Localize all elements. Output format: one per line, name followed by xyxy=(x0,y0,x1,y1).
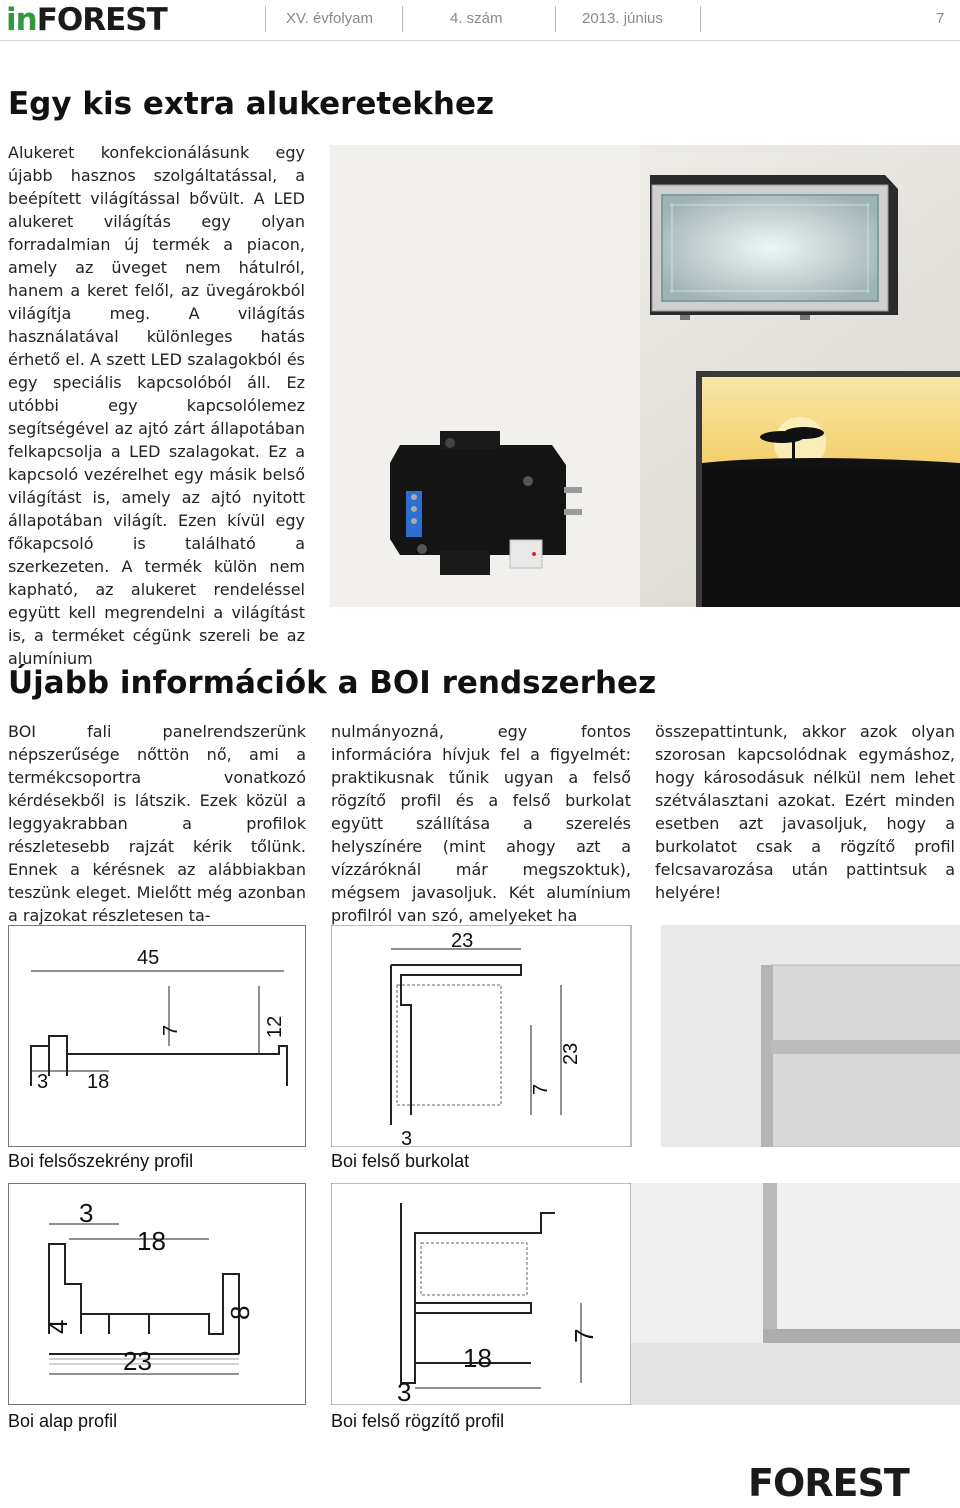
dim-label: 7 xyxy=(160,1024,182,1036)
dim-label: 23 xyxy=(560,1042,582,1065)
drawing-caption: Boi alap profil xyxy=(8,1411,118,1431)
header-rule xyxy=(0,40,960,41)
issue-label: 4. szám xyxy=(450,10,503,27)
article2-column-2: nulmányozná, egy fontos információra hívjuk fel a figyelmét: praktikusnak tűnik ugyan a felső rögzítő profil és a felső burkolat együtt szállítása a szerelés helyszínére (mint ahogy azt a vízzáróknál már megszoktuk), mégsem javasoljuk. Két alumínium profilról van szó, amelyeket ha xyxy=(331,722,631,925)
drawing-upper-cabinet-profile xyxy=(8,925,306,1147)
dim-label: 12 xyxy=(264,1015,286,1038)
date-label: 2013. június xyxy=(582,10,663,27)
dim-label: 18 xyxy=(137,1226,166,1256)
dim-label: 7 xyxy=(530,1083,552,1095)
header-divider xyxy=(402,6,403,32)
volume-label: XV. évfolyam xyxy=(286,10,373,27)
dim-label: 3 xyxy=(79,1198,94,1228)
header-divider xyxy=(555,6,556,32)
dim-label: 3 xyxy=(397,1377,412,1405)
logo-main: FOREST xyxy=(36,2,167,38)
dim-label: 23 xyxy=(123,1346,152,1376)
page-number: 7 xyxy=(936,10,945,27)
dim-label: 7 xyxy=(569,1328,599,1343)
drawing-upper-mounting-profile xyxy=(331,1183,960,1405)
dim-label: 23 xyxy=(451,930,474,952)
footer-logo-text: FOREST xyxy=(748,1462,909,1502)
dim-label: 3 xyxy=(401,1128,413,1147)
article2-column-1: BOI fali panelrendszerünk népszerűsége nőttön nő, ami a termékcsoportra vonatkozó kérdésekből is látszik. Ezek közül a leggyakrabban a profilok részletesebb rajzát kérik tőlünk. Ennek a kérésnek az alábbiakban teszünk eleget. Mielőtt még azonban a rajzokat részletesen ta- xyxy=(8,722,306,925)
masthead-logo xyxy=(6,2,167,38)
logo-prefix: in xyxy=(6,2,37,38)
led-frame-photo xyxy=(330,145,960,607)
footer-logo xyxy=(748,1462,958,1502)
dim-label: 8 xyxy=(225,1305,255,1320)
drawing-caption: Boi felsőszekrény profil xyxy=(8,1151,194,1171)
article1-title: Egy kis extra alukeretekhez xyxy=(8,86,495,122)
dim-label: 3 xyxy=(37,1071,49,1093)
article2-column-3: összepattintunk, akkor azok olyan szorosan kapcsolódnak egymáshoz, hogy károsodásuk nélkül nem lehet szétválasztani azokat. Ezért minden esetben azt javasoljuk, hogy a burkolatot csak a rögzítő profil felcsavarozása után pattintsuk a helyére! xyxy=(655,722,955,902)
drawing-upper-cover xyxy=(331,925,960,1147)
header-divider xyxy=(700,6,701,32)
page-header xyxy=(0,0,960,42)
article2-title: Újabb információk a BOI rendszerhez xyxy=(8,665,657,701)
drawing-caption: Boi felső rögzítő profil xyxy=(331,1411,505,1431)
dim-label: 45 xyxy=(137,947,160,969)
drawing-base-profile xyxy=(8,1183,306,1405)
header-divider xyxy=(265,6,266,32)
dim-label: 4 xyxy=(43,1319,73,1334)
dim-label: 18 xyxy=(463,1343,492,1373)
article1-column-1: Alukeret konfekcionálásunk egy újabb hasznos szolgáltatással, a beépített világítással bővült. A LED alukeret világítás egy olyan forradalmian új termék a piacon, amely az üveget nem hátulról, hanem a keret felől, az üvegárokból világítja meg. A világítás használatával különleges hatás érhető el. A szett LED szalagokból és egy speciális kapcsolóból áll. Ez utóbbi egy kapcsolólemez segítségével az ajtó zárt állapotában felkapcsolja a LED szalagokat. Ez a kapcsoló vezérelhet egy másik belső világítást is, amely az ajtó nyitott állapotában világít. Ezen kívül egy főkapcsoló is található a szerkezeten. A termék külön nem kapható, az alukeret rendeléssel együtt kell megrendelni a világítást is, a terméket cégünk szereli be az alumínium xyxy=(8,143,305,668)
dim-label: 18 xyxy=(87,1071,110,1093)
drawing-caption: Boi felső burkolat xyxy=(331,1151,470,1171)
